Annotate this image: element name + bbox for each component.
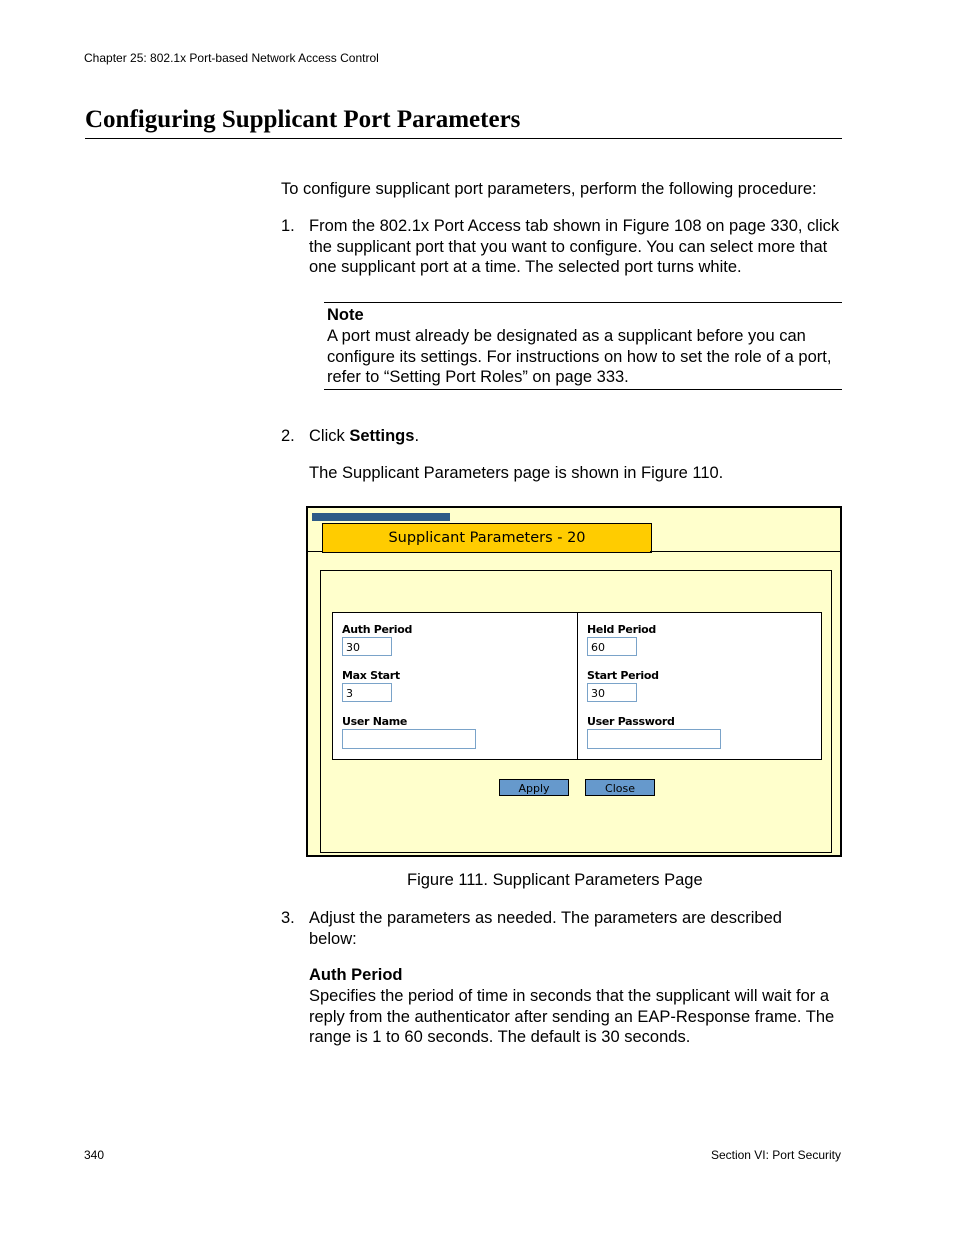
step-1-number: 1. bbox=[281, 217, 295, 235]
close-button[interactable]: Close bbox=[585, 779, 655, 796]
fields-group bbox=[332, 612, 822, 760]
parameter-heading: Auth Period bbox=[309, 966, 403, 984]
auth-period-input[interactable]: 30 bbox=[342, 637, 392, 656]
max-start-input[interactable]: 3 bbox=[342, 683, 392, 702]
step-2-text bbox=[309, 426, 849, 447]
step-2-number: 2. bbox=[281, 427, 295, 445]
figure-caption: Figure 111. Supplicant Parameters Page bbox=[407, 871, 703, 889]
page-number: 340 bbox=[84, 1148, 105, 1162]
note-text: A port must already be designated as a supplicant before you can configure its settings. For instructions on how to set the role of a port, refer to “Setting Port Roles” on page 333. bbox=[327, 327, 832, 386]
step-3-number: 3. bbox=[281, 909, 295, 927]
running-head: Chapter 25: 802.1x Port-based Network Access Control bbox=[84, 51, 379, 65]
step-2-followup: The Supplicant Parameters page is shown in Figure 110. bbox=[309, 464, 724, 482]
start-period-label: Start Period bbox=[587, 669, 659, 682]
step-2-settings-term: Settings bbox=[349, 427, 415, 445]
user-name-label: User Name bbox=[342, 715, 408, 728]
tab-strip bbox=[312, 513, 450, 521]
section-title: Configuring Supplicant Port Parameters bbox=[85, 106, 842, 139]
step-2-prefix: Click bbox=[309, 427, 350, 445]
step-2-suffix: . bbox=[414, 427, 420, 445]
max-start-label: Max Start bbox=[342, 669, 400, 682]
note-title: Note bbox=[327, 306, 364, 324]
apply-button[interactable]: Apply bbox=[499, 779, 569, 796]
user-password-label: User Password bbox=[587, 715, 675, 728]
title-rule-left bbox=[308, 551, 322, 552]
title-rule-right bbox=[650, 551, 840, 552]
supplicant-parameters-figure bbox=[306, 506, 842, 857]
footer-section: Section VI: Port Security bbox=[710, 1148, 841, 1162]
user-password-input[interactable] bbox=[587, 729, 721, 749]
user-name-input[interactable] bbox=[342, 729, 476, 749]
auth-period-label: Auth Period bbox=[342, 623, 413, 636]
intro-paragraph: To configure supplicant port parameters, perform the following procedure: bbox=[281, 180, 817, 198]
start-period-input[interactable]: 30 bbox=[587, 683, 637, 702]
settings-panel bbox=[320, 570, 832, 853]
note-box bbox=[324, 302, 842, 390]
step-3-text: Adjust the parameters as needed. The parameters are described below: bbox=[309, 909, 782, 948]
column-divider bbox=[577, 613, 578, 759]
held-period-label: Held Period bbox=[587, 623, 656, 636]
held-period-input[interactable]: 60 bbox=[587, 637, 637, 656]
figure-page-title: Supplicant Parameters - 20 bbox=[322, 523, 652, 553]
parameter-description: Specifies the period of time in seconds that the supplicant will wait for a reply from the authenticator after sending an EAP-Response frame. The range is 1 to 60 seconds. The default is 30 seconds. bbox=[309, 987, 835, 1046]
step-1-text: From the 802.1x Port Access tab shown in Figure 108 on page 330, click the supplicant port that you want to configure. You can select more that one supplicant port at a time. The selected port turns white. bbox=[309, 217, 840, 276]
